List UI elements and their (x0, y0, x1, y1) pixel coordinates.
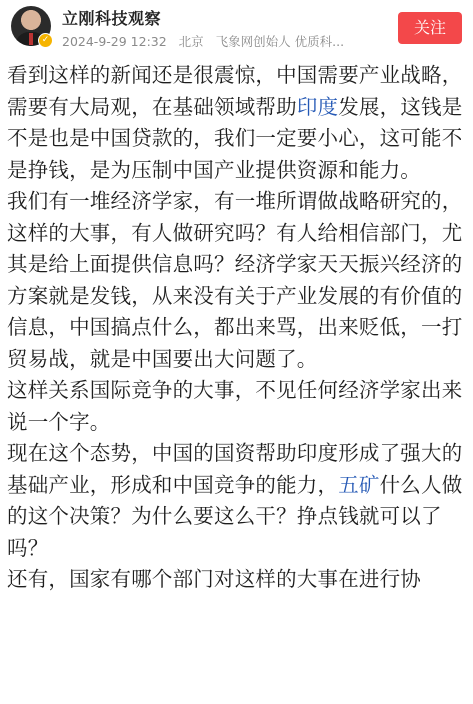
paragraph-1 (7, 60, 467, 186)
follow-button[interactable]: 关注 (398, 12, 462, 44)
paragraph-4-text-b: 什么人做的这个决策？为什么要这么干？挣点钱就可以了吗？ (7, 472, 463, 560)
post-location: 北京 (178, 34, 204, 49)
post-date: 2024-9-29 12:32 (62, 34, 167, 49)
paragraph-4 (7, 438, 467, 564)
paragraph-1-text-b: 发展，这钱是不是也是中国贷款的，我们一定要小心，这可能不是挣钱，是为压制中国产业提供资源和能力。 (7, 94, 463, 182)
paragraph-2: 我们有一堆经济学家，有一堆所谓做战略研究的，这样的大事，有人做研究吗？有人给相信部门，尤其是给上面提供信息吗？经济学家天天振兴经济的方案就是发钱，从来没有关于产业发展的有价值的信息，中国搞点什么，都出来骂，出来贬低，一打贸易战，就是中国要出大问题了。 (7, 189, 463, 371)
post-content (7, 60, 467, 596)
verified-badge-icon: ✓ (38, 33, 53, 48)
avatar-tie (29, 33, 33, 45)
post-meta (62, 32, 392, 50)
author-name[interactable]: 立刚科技观察 (62, 9, 162, 28)
author-title: 飞象网创始人 优质科... (215, 34, 345, 49)
paragraph-4-text-a: 现在这个态势，中国的国资帮助印度形成了强大的基础产业，形成和中国竞争的能力， (7, 441, 463, 497)
bottom-fade (0, 684, 473, 704)
post-header (0, 0, 473, 58)
topic-link-minmetals[interactable]: 五矿 (338, 472, 380, 497)
topic-link-india[interactable]: 印度 (296, 94, 339, 119)
paragraph-3: 这样关系国际竞争的大事，不见任何经济学家出来说一个字。 (7, 378, 463, 434)
paragraph-5: 还有，国家有哪个部门对这样的大事在进行协 (7, 567, 421, 591)
paragraph-1-text-a: 看到这样的新闻还是很震惊，中国需要产业战略，需要有大局观，在基础领域帮助 (7, 63, 463, 119)
